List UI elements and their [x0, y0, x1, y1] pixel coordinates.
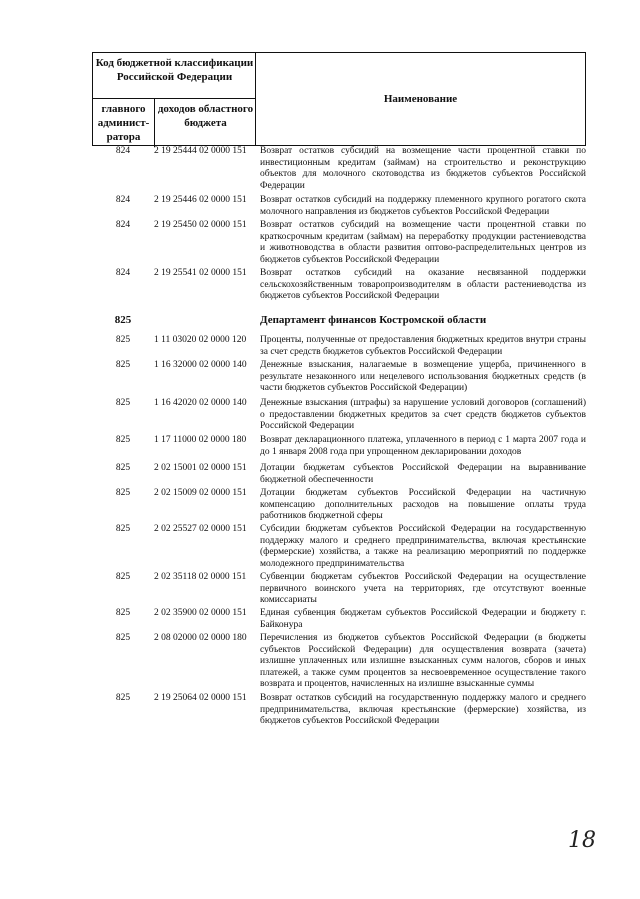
income-code: 2 02 15001 02 0000 151 [154, 463, 247, 473]
row-name: Денежные взыскания, налагаемые в возмещение ущерба, причиненного в результате незаконного или нецелевого использования бюджетных средств (в части бюджетов субъектов Российской Федерации) [260, 360, 586, 393]
income-code: 2 02 25527 02 0000 151 [154, 524, 247, 534]
income-code: 2 02 35118 02 0000 151 [154, 572, 247, 582]
row-name: Возврат остатков субсидий на оказание несвязанной поддержки сельскохозяйственным товаропроизводителям в области растениеводства из бюджетов субъектов Российской Федерации [260, 268, 586, 301]
admin-code: 825 [115, 633, 131, 643]
income-code: 2 19 25064 02 0000 151 [154, 693, 247, 703]
admin-code: 825 [115, 435, 131, 445]
admin-code: 824 [115, 268, 131, 278]
admin-code: 824 [115, 146, 131, 156]
row-name: Возврат декларационного платежа, уплаченного в период с 1 марта 2007 года и до 1 января 2008 года при упрощенном декларировании доходов [260, 435, 586, 457]
admin-code: 825 [115, 335, 131, 345]
income-column-header: доходов областного бюджета [157, 103, 254, 129]
row-name: Субсидии бюджетам субъектов Российской Федерации на государственную поддержку малого и среднего предпринимательства, включая крестьянские (фермерские) хозяйства, а также на реализацию мероприятий по поддержке молодежного предпринимательства [260, 524, 586, 569]
admin-column-header: главного админист-ратора [93, 99, 155, 147]
row-name: Субвенции бюджетам субъектов Российской Федерации на осуществление первичного воинского учета на территориях, где отсутствуют военные комиссариаты [260, 572, 586, 605]
row-name: Возврат остатков субсидий на возмещение части процентной ставки по краткосрочным кредитам (займам) на переработку продукции растениеводства и животноводства в области развития оптово-распределительных центров из бюджетов субъектов Российской Федерации [260, 220, 586, 265]
table-header [92, 52, 586, 146]
admin-code: 824 [115, 220, 131, 230]
row-name: Перечисления из бюджетов субъектов Российской Федерации (в бюджеты субъектов Российской Федерации) для осуществления возврата (зачета) излишне уплаченных или излишне взысканных сумм налогов, сборов и иных платежей, а также сумм процентов за несвоевременное осуществление такого возврата и процентов, начисленных на излишне взысканные суммы [260, 633, 586, 689]
code-title: Код бюджетной классификации Российской Федерации [93, 53, 256, 99]
income-code: 2 02 35900 02 0000 151 [154, 608, 247, 618]
admin-code: 825 [115, 398, 131, 408]
income-code: 2 19 25446 02 0000 151 [154, 195, 247, 205]
department-name: Департамент финансов Костромской области [260, 314, 487, 326]
row-name: Возврат остатков субсидий на поддержку племенного крупного рогатого скота молочного направления из бюджетов субъектов Российской Федерации [260, 195, 586, 217]
admin-code: 825 [115, 572, 131, 582]
admin-code: 825 [114, 314, 132, 326]
row-name: Дотации бюджетам субъектов Российской Федерации на частичную компенсацию дополнительных расходов на повышение оплаты труда работников бюджетной сферы [260, 488, 586, 521]
admin-code: 825 [115, 488, 131, 498]
name-column-header: Наименование [383, 93, 458, 105]
admin-code: 825 [115, 608, 131, 618]
income-code: 1 17 11000 02 0000 180 [154, 435, 247, 445]
row-name: Возврат остатков субсидий на возмещение части процентной ставки по инвестиционным кредитам (займам) на строительство и реконструкцию объектов для молочного скотоводства из бюджетов субъектов Российской Федерации [260, 146, 586, 191]
income-code: 1 16 32000 02 0000 140 [154, 360, 247, 370]
income-code: 2 19 25541 02 0000 151 [154, 268, 247, 278]
admin-code: 825 [115, 524, 131, 534]
income-code: 2 08 02000 02 0000 180 [154, 633, 247, 643]
row-name: Денежные взыскания (штрафы) за нарушение условий договоров (соглашений) о предоставлении бюджетных кредитов за счет средств бюджетов субъектов Российской Федерации [260, 398, 586, 431]
admin-code: 824 [115, 195, 131, 205]
income-code: 2 19 25444 02 0000 151 [154, 146, 247, 156]
row-name: Дотации бюджетам субъектов Российской Федерации на выравнивание бюджетной обеспеченности [260, 463, 586, 485]
income-code: 2 02 15009 02 0000 151 [154, 488, 247, 498]
row-name: Единая субвенция бюджетам субъектов Российской Федерации и бюджету г. Байконура [260, 608, 586, 630]
admin-code: 825 [115, 693, 131, 703]
admin-code: 825 [115, 360, 131, 370]
row-name: Проценты, полученные от предоставления бюджетных кредитов внутри страны за счет средств бюджетов субъектов Российской Федерации [260, 335, 586, 357]
income-code: 1 16 42020 02 0000 140 [154, 398, 247, 408]
income-code: 2 19 25450 02 0000 151 [154, 220, 247, 230]
admin-code: 825 [115, 463, 131, 473]
income-code: 1 11 03020 02 0000 120 [154, 335, 247, 345]
row-name: Возврат остатков субсидий на государственную поддержку малого и среднего предпринимательства, включая крестьянские (фермерские) хозяйства, из бюджетов субъектов Российской Федерации [260, 693, 586, 726]
page-number: 18 [568, 828, 596, 853]
